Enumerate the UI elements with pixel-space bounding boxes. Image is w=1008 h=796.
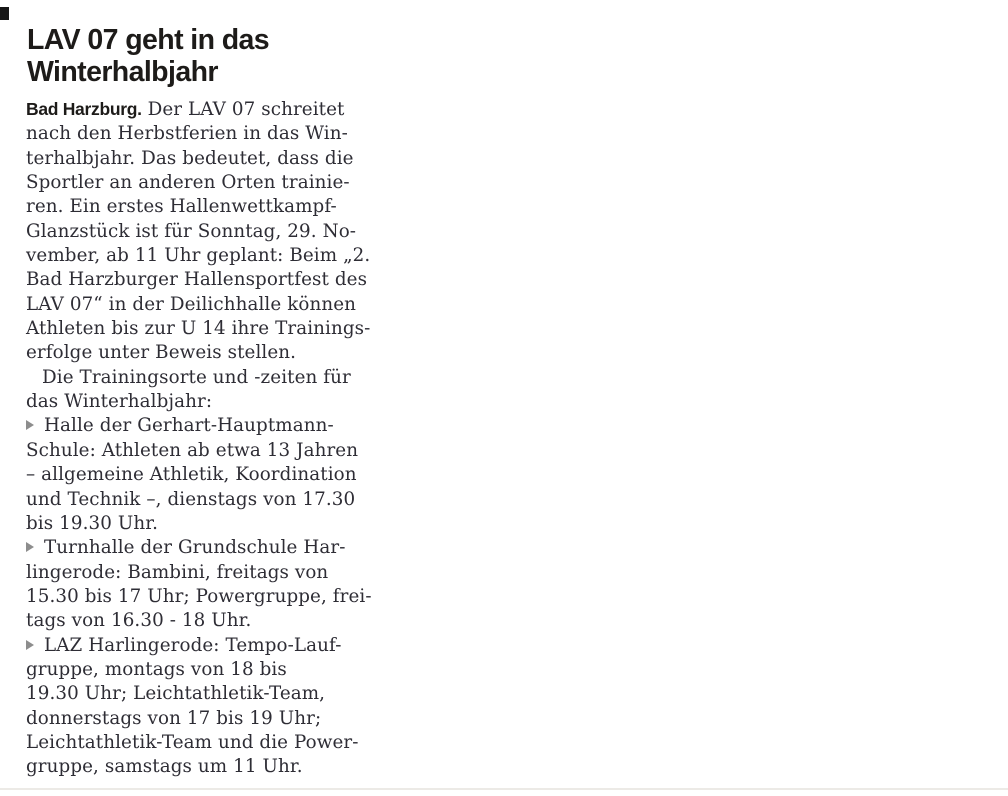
body-line: gruppe, montags von 18 bis xyxy=(26,658,287,680)
headline-line-2: Winterhalbjahr xyxy=(27,56,218,88)
article-body xyxy=(26,97,386,780)
body-line: nach den Herbstferien in das Win- xyxy=(26,123,348,145)
body-line: 15.30 bis 17 Uhr; Powergruppe, frei- xyxy=(26,585,372,607)
scan-artifact-mark xyxy=(0,7,9,20)
body-line: Leichtathletik-Team und die Power- xyxy=(26,731,359,753)
bullet-triangle-icon xyxy=(26,542,34,552)
article-headline xyxy=(27,24,427,88)
body-line: tags von 16.30 - 18 Uhr. xyxy=(26,610,252,632)
headline-line-1: LAV 07 geht in das xyxy=(27,24,270,56)
body-line: LAV 07“ in der Deilichhalle können xyxy=(26,293,357,315)
body-line: lingerode: Bambini, freitags von xyxy=(26,561,329,583)
body-line: 19.30 Uhr; Leichtathletik-Team, xyxy=(26,683,326,705)
body-line: – allgemeine Athletik, Koordination xyxy=(26,464,357,486)
body-line: bis 19.30 Uhr. xyxy=(26,512,159,534)
body-line: ren. Ein erstes Hallenwettkampf- xyxy=(26,196,337,218)
body-line: Schule: Athleten ab etwa 13 Jahren xyxy=(26,439,359,461)
bullet-line-text: Halle der Gerhart-Hauptmann- xyxy=(44,415,334,437)
bullet-item-line xyxy=(26,536,386,560)
body-line-text: Der LAV 07 schreitet xyxy=(147,99,345,120)
body-line: donnerstags von 17 bis 19 Uhr; xyxy=(26,707,322,729)
bullet-triangle-icon xyxy=(26,420,34,430)
body-line: gruppe, samstags um 11 Uhr. xyxy=(26,756,303,778)
bullet-triangle-icon xyxy=(26,640,34,650)
bullet-line-text: LAZ Harlingerode: Tempo-Lauf- xyxy=(44,634,342,656)
scan-bottom-edge xyxy=(0,788,1008,790)
body-line: Athleten bis zur U 14 ihre Trainings- xyxy=(26,318,371,340)
bullet-item-line xyxy=(26,414,386,438)
bullet-item-line xyxy=(26,634,386,658)
body-line: das Winterhalbjahr: xyxy=(26,391,213,413)
body-line: und Technik –, dienstags von 17.30 xyxy=(26,488,356,510)
body-line: vember, ab 11 Uhr geplant: Beim „2. xyxy=(26,245,371,267)
dateline: Bad Harzburg. xyxy=(26,99,142,119)
body-line: Die Trainingsorte und -zeiten für xyxy=(42,366,351,388)
body-line: terhalbjahr. Das bedeutet, dass die xyxy=(26,147,354,169)
body-line: Glanzstück ist für Sonntag, 29. No- xyxy=(26,220,357,242)
body-line xyxy=(26,97,386,122)
body-line: Sportler an anderen Orten trainie- xyxy=(26,172,350,194)
bullet-line-text: Turnhalle der Grundschule Har- xyxy=(44,537,346,559)
body-line: erfolge unter Beweis stellen. xyxy=(26,342,297,364)
body-line: Bad Harzburger Hallensportfest des xyxy=(26,269,368,291)
